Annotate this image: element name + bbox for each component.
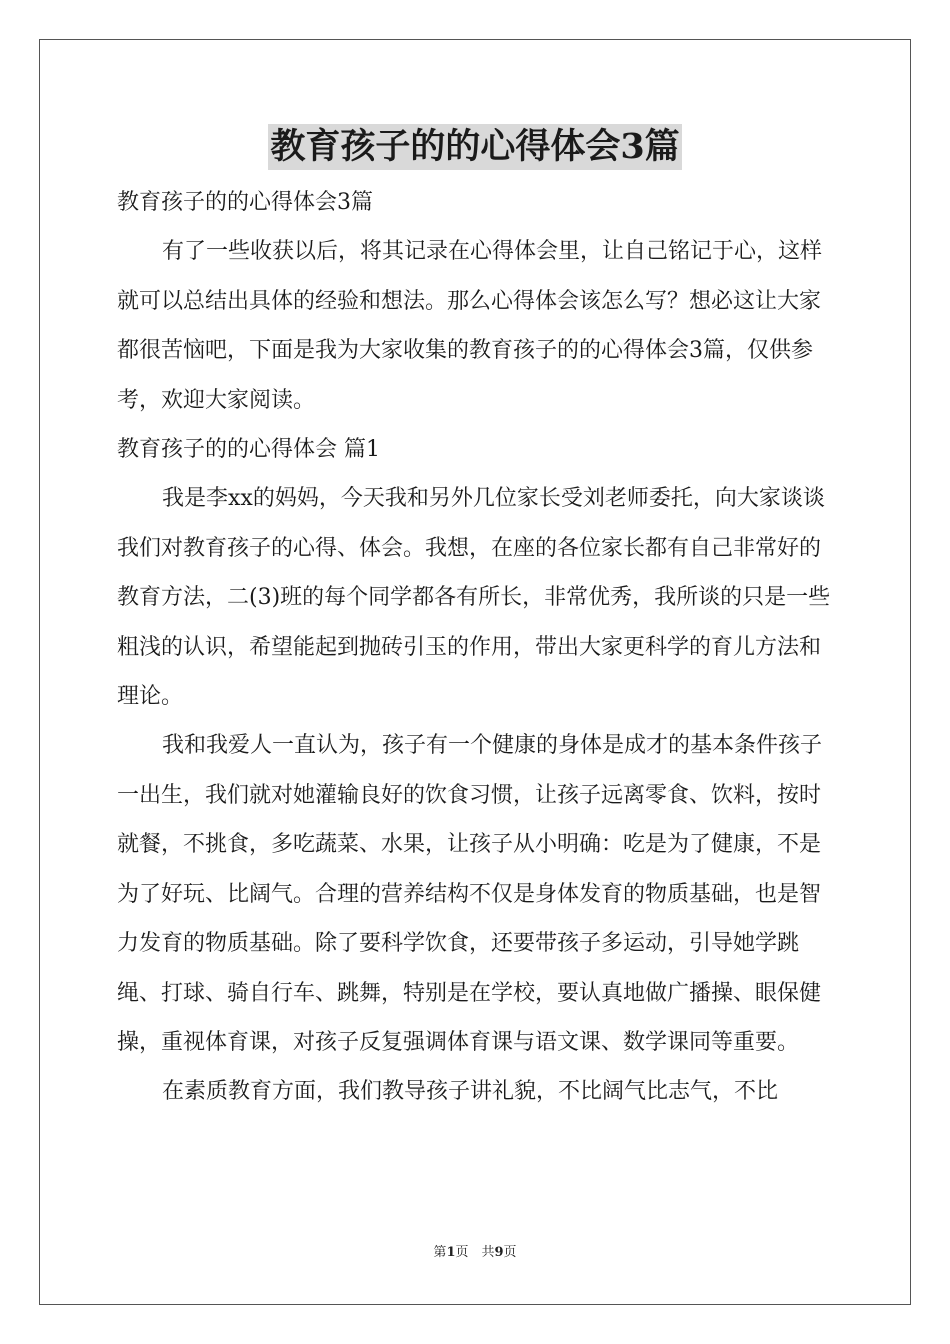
- paragraph-5: 我和我爱人一直认为，孩子有一个健康的身体是成才的基本条件孩子一出生，我们就对她灌输良好的饮食习惯，让孩子远离零食、饮料，按时就餐，不挑食，多吃蔬菜、水果，让孩子从小明确：吃是为了健康，不是为了好玩、比阔气。合理的营养结构不仅是身体发育的物质基础，也是智力发育的物质基础。除了要科学饮食，还要带孩子多运动，引导她学跳绳、打球、骑自行车、跳舞，特别是在学校，要认真地做广播操、眼保健操，重视体育课，对孩子反复强调体育课与语文课、数学课同等重要。: [117, 733, 823, 1055]
- paragraph-1: 教育孩子的的心得体会3篇: [117, 190, 373, 215]
- page-footer: [0, 1243, 950, 1263]
- footer-suffix: 页: [503, 1245, 517, 1260]
- title-container: [0, 124, 950, 170]
- footer-page-number: 1: [446, 1245, 456, 1260]
- document-title: 教育孩子的的心得体会3篇: [268, 124, 681, 170]
- footer-prefix: 第: [433, 1245, 447, 1260]
- paragraph-6: 在素质教育方面，我们教导孩子讲礼貌，不比阔气比志气，不比: [162, 1079, 779, 1105]
- footer-total-pages: 9: [494, 1245, 504, 1260]
- paragraph-2: 有了一些收获以后，将其记录在心得体会里，让自己铭记于心，这样就可以总结出具体的经验和想法。那么心得体会该怎么写？想必这让大家都很苦恼吧，下面是我为大家收集的教育孩子的的心得体会3篇，仅供参考，欢迎大家阅读。: [117, 239, 823, 413]
- paragraph-4: 我是李xx的妈妈，今天我和另外几位家长受刘老师委托，向大家谈谈我们对教育孩子的心得、体会。我想，在座的各位家长都有自己非常好的教育方法，二(3)班的每个同学都各有所长，非常优秀，我所谈的只是一些粗浅的认识，希望能起到抛砖引玉的作用，带出大家更科学的育儿方法和理论。: [117, 486, 831, 710]
- footer-mid: 页 共: [455, 1245, 495, 1260]
- paragraph-3: 教育孩子的的心得体会 篇1: [117, 437, 380, 463]
- document-body: [117, 178, 837, 1117]
